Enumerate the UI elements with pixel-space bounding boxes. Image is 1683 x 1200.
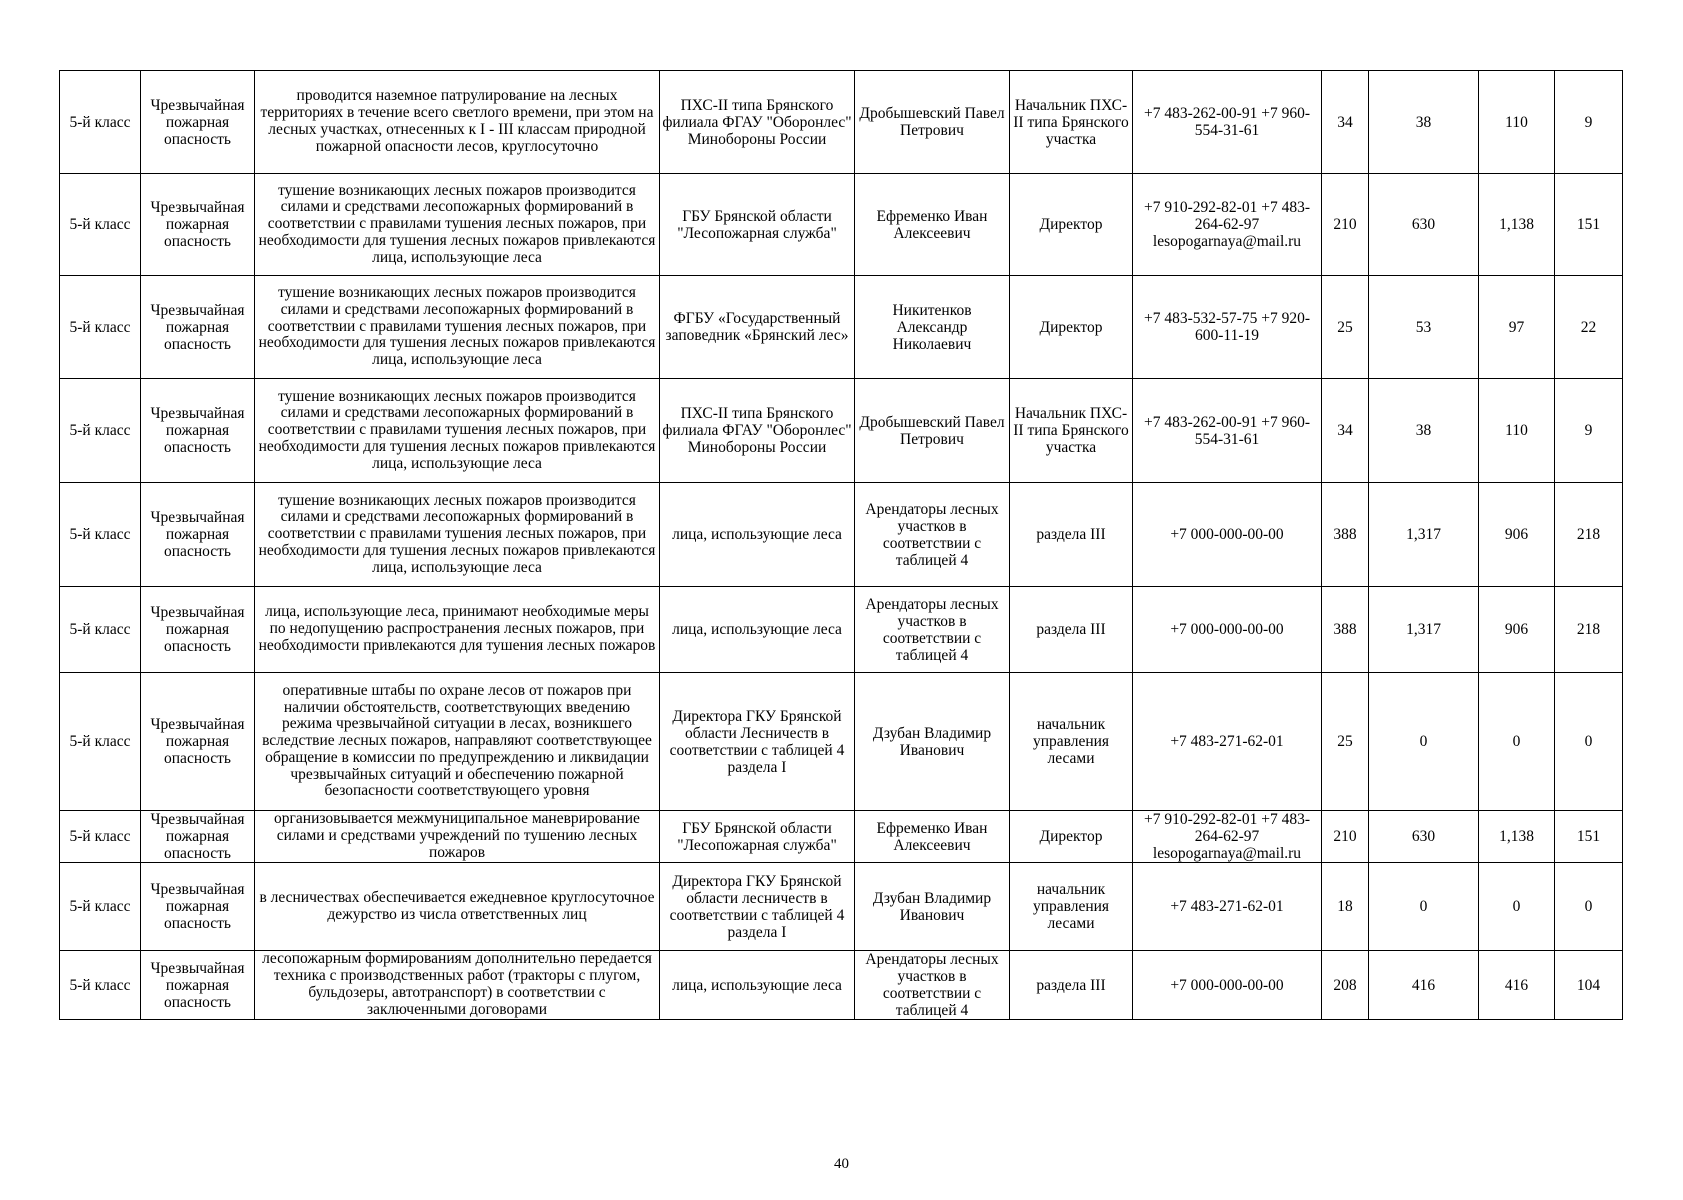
position-cell: Директор <box>1010 174 1133 276</box>
position-cell: начальник управления лесами <box>1010 673 1133 811</box>
measures-cell: тушение возникающих лесных пожаров производится силами и средствами лесопожарных формирований в соответствии с правилами тушения лесных пожаров, при необходимости для тушения лесных пожаров привлекаются лица, использующие леса <box>255 379 660 483</box>
phone-cell: +7 000-000-00-00 <box>1133 951 1322 1020</box>
responsible-person-cell: Ефременко Иван Алексеевич <box>855 811 1010 863</box>
responsible-person-cell: Никитенков Александр Николаевич <box>855 276 1010 379</box>
count-4-cell: 218 <box>1555 587 1623 673</box>
phone-cell: +7 483-271-62-01 <box>1133 863 1322 951</box>
count-4-cell: 9 <box>1555 71 1623 174</box>
organization-cell: ГБУ Брянской области "Лесопожарная служба" <box>660 174 855 276</box>
organization-cell: ПХС-II типа Брянского филиала ФГАУ "Оборонлес" Минобороны России <box>660 71 855 174</box>
phone-cell: +7 000-000-00-00 <box>1133 483 1322 587</box>
position-cell: начальник управления лесами <box>1010 863 1133 951</box>
fire-class-cell: 5-й класс <box>60 71 141 174</box>
responsible-person-cell: Арендаторы лесных участков в соответствии с таблицей 4 <box>855 587 1010 673</box>
responsible-person-cell: Дзубан Владимир Иванович <box>855 673 1010 811</box>
count-1-cell: 25 <box>1322 276 1369 379</box>
organization-cell: ФГБУ «Государственный заповедник «Брянский лес» <box>660 276 855 379</box>
organization-cell: лица, использующие леса <box>660 483 855 587</box>
organization-cell: ГБУ Брянской области "Лесопожарная служба" <box>660 811 855 863</box>
phone-cell: +7 483-262-00-91 +7 960-554-31-61 <box>1133 71 1322 174</box>
organization-cell: лица, использующие леса <box>660 951 855 1020</box>
regime-cell: Чрезвычайная пожарная опасность <box>141 673 255 811</box>
phone-cell: +7 483-532-57-75 +7 920-600-11-19 <box>1133 276 1322 379</box>
measures-cell: организовывается межмуниципальное маневрирование силами и средствами учреждений по тушению лесных пожаров <box>255 811 660 863</box>
count-4-cell: 22 <box>1555 276 1623 379</box>
table-row <box>60 379 1623 483</box>
count-4-cell: 151 <box>1555 811 1623 863</box>
table-row <box>60 673 1623 811</box>
organization-cell: Директора ГКУ Брянской области Лесничеств в соответствии с таблицей 4 раздела I <box>660 673 855 811</box>
count-3-cell: 416 <box>1479 951 1555 1020</box>
position-cell: раздела III <box>1010 587 1133 673</box>
count-1-cell: 25 <box>1322 673 1369 811</box>
count-1-cell: 18 <box>1322 863 1369 951</box>
fire-class-cell: 5-й класс <box>60 811 141 863</box>
count-2-cell: 630 <box>1369 174 1479 276</box>
fire-class-cell: 5-й класс <box>60 174 141 276</box>
table-row <box>60 587 1623 673</box>
fire-class-cell: 5-й класс <box>60 863 141 951</box>
regime-cell: Чрезвычайная пожарная опасность <box>141 587 255 673</box>
count-2-cell: 38 <box>1369 71 1479 174</box>
count-3-cell: 110 <box>1479 379 1555 483</box>
position-cell: Начальник ПХС-II типа Брянского участка <box>1010 71 1133 174</box>
measures-cell: оперативные штабы по охране лесов от пожаров при наличии обстоятельств, соответствующих введению режима чрезвычайной ситуации в лесах, возникшего вследствие лесных пожаров, направляют соответствующее обращение в комиссии по предупреждению и ликвидации чрезвычайных ситуаций и обеспечению пожарной безопасности соответствующего уровня <box>255 673 660 811</box>
measures-cell: проводится наземное патрулирование на лесных территориях в течение всего светлого времени, при этом на лесных участках, отнесенных к I - III классам природной пожарной опасности лесов, круглосуточно <box>255 71 660 174</box>
count-3-cell: 1,138 <box>1479 811 1555 863</box>
fire-class-cell: 5-й класс <box>60 379 141 483</box>
measures-cell: лесопожарным формированиям дополнительно передается техника с производственных работ (тракторы с плугом, бульдозеры, автотранспорт) в соответствии с заключенными договорами <box>255 951 660 1020</box>
table-row <box>60 951 1623 1020</box>
count-2-cell: 416 <box>1369 951 1479 1020</box>
count-4-cell: 0 <box>1555 863 1623 951</box>
measures-cell: тушение возникающих лесных пожаров производится силами и средствами лесопожарных формирований в соответствии с правилами тушения лесных пожаров, при необходимости для тушения лесных пожаров привлекаются лица, использующие леса <box>255 483 660 587</box>
phone-cell: +7 483-271-62-01 <box>1133 673 1322 811</box>
count-3-cell: 0 <box>1479 863 1555 951</box>
count-2-cell: 1,317 <box>1369 587 1479 673</box>
regime-cell: Чрезвычайная пожарная опасность <box>141 863 255 951</box>
count-1-cell: 210 <box>1322 811 1369 863</box>
table-body <box>60 71 1623 1020</box>
regime-cell: Чрезвычайная пожарная опасность <box>141 811 255 863</box>
regime-cell: Чрезвычайная пожарная опасность <box>141 951 255 1020</box>
position-cell: раздела III <box>1010 483 1133 587</box>
regime-cell: Чрезвычайная пожарная опасность <box>141 71 255 174</box>
count-2-cell: 1,317 <box>1369 483 1479 587</box>
responsible-person-cell: Арендаторы лесных участков в соответствии с таблицей 4 <box>855 483 1010 587</box>
measures-cell: тушение возникающих лесных пожаров производится силами и средствами лесопожарных формирований в соответствии с правилами тушения лесных пожаров, при необходимости для тушения лесных пожаров привлекаются лица, использующие леса <box>255 276 660 379</box>
table-row <box>60 174 1623 276</box>
count-3-cell: 97 <box>1479 276 1555 379</box>
fire-class-cell: 5-й класс <box>60 483 141 587</box>
organization-cell: ПХС-II типа Брянского филиала ФГАУ "Оборонлес" Минобороны России <box>660 379 855 483</box>
count-3-cell: 906 <box>1479 587 1555 673</box>
count-2-cell: 630 <box>1369 811 1479 863</box>
count-1-cell: 388 <box>1322 483 1369 587</box>
count-4-cell: 104 <box>1555 951 1623 1020</box>
regime-cell: Чрезвычайная пожарная опасность <box>141 483 255 587</box>
page-number: 40 <box>834 1156 849 1172</box>
measures-cell: в лесничествах обеспечивается ежедневное круглосуточное дежурство из числа ответственных лиц <box>255 863 660 951</box>
count-2-cell: 0 <box>1369 673 1479 811</box>
count-1-cell: 208 <box>1322 951 1369 1020</box>
position-cell: Директор <box>1010 276 1133 379</box>
regime-cell: Чрезвычайная пожарная опасность <box>141 379 255 483</box>
responsible-person-cell: Ефременко Иван Алексеевич <box>855 174 1010 276</box>
count-3-cell: 0 <box>1479 673 1555 811</box>
fire-response-table <box>59 70 1623 1020</box>
responsible-person-cell: Дробышевский Павел Петрович <box>855 379 1010 483</box>
count-3-cell: 1,138 <box>1479 174 1555 276</box>
fire-class-cell: 5-й класс <box>60 673 141 811</box>
table-row <box>60 811 1623 863</box>
table-row <box>60 276 1623 379</box>
phone-cell: +7 483-262-00-91 +7 960-554-31-61 <box>1133 379 1322 483</box>
regime-cell: Чрезвычайная пожарная опасность <box>141 276 255 379</box>
count-1-cell: 34 <box>1322 379 1369 483</box>
count-1-cell: 388 <box>1322 587 1369 673</box>
organization-cell: Директора ГКУ Брянской области лесничеств в соответствии с таблицей 4 раздела I <box>660 863 855 951</box>
responsible-person-cell: Арендаторы лесных участков в соответствии с таблицей 4 <box>855 951 1010 1020</box>
count-3-cell: 906 <box>1479 483 1555 587</box>
count-2-cell: 0 <box>1369 863 1479 951</box>
regime-cell: Чрезвычайная пожарная опасность <box>141 174 255 276</box>
phone-cell: +7 000-000-00-00 <box>1133 587 1322 673</box>
count-2-cell: 38 <box>1369 379 1479 483</box>
count-1-cell: 210 <box>1322 174 1369 276</box>
count-2-cell: 53 <box>1369 276 1479 379</box>
phone-cell: +7 910-292-82-01 +7 483-264-62-97 lesopogarnaya@mail.ru <box>1133 811 1322 863</box>
position-cell: Начальник ПХС-II типа Брянского участка <box>1010 379 1133 483</box>
table-row <box>60 71 1623 174</box>
position-cell: раздела III <box>1010 951 1133 1020</box>
phone-cell: +7 910-292-82-01 +7 483-264-62-97 lesopogarnaya@mail.ru <box>1133 174 1322 276</box>
count-4-cell: 9 <box>1555 379 1623 483</box>
fire-class-cell: 5-й класс <box>60 276 141 379</box>
responsible-person-cell: Дробышевский Павел Петрович <box>855 71 1010 174</box>
table-row <box>60 863 1623 951</box>
fire-class-cell: 5-й класс <box>60 951 141 1020</box>
count-4-cell: 218 <box>1555 483 1623 587</box>
responsible-person-cell: Дзубан Владимир Иванович <box>855 863 1010 951</box>
count-1-cell: 34 <box>1322 71 1369 174</box>
count-4-cell: 151 <box>1555 174 1623 276</box>
measures-cell: лица, использующие леса, принимают необходимые меры по недопущению распространения лесных пожаров, при необходимости привлекаются для тушения лесных пожаров <box>255 587 660 673</box>
table-row <box>60 483 1623 587</box>
position-cell: Директор <box>1010 811 1133 863</box>
fire-class-cell: 5-й класс <box>60 587 141 673</box>
measures-cell: тушение возникающих лесных пожаров производится силами и средствами лесопожарных формирований в соответствии с правилами тушения лесных пожаров, при необходимости для тушения лесных пожаров привлекаются лица, использующие леса <box>255 174 660 276</box>
count-3-cell: 110 <box>1479 71 1555 174</box>
count-4-cell: 0 <box>1555 673 1623 811</box>
organization-cell: лица, использующие леса <box>660 587 855 673</box>
